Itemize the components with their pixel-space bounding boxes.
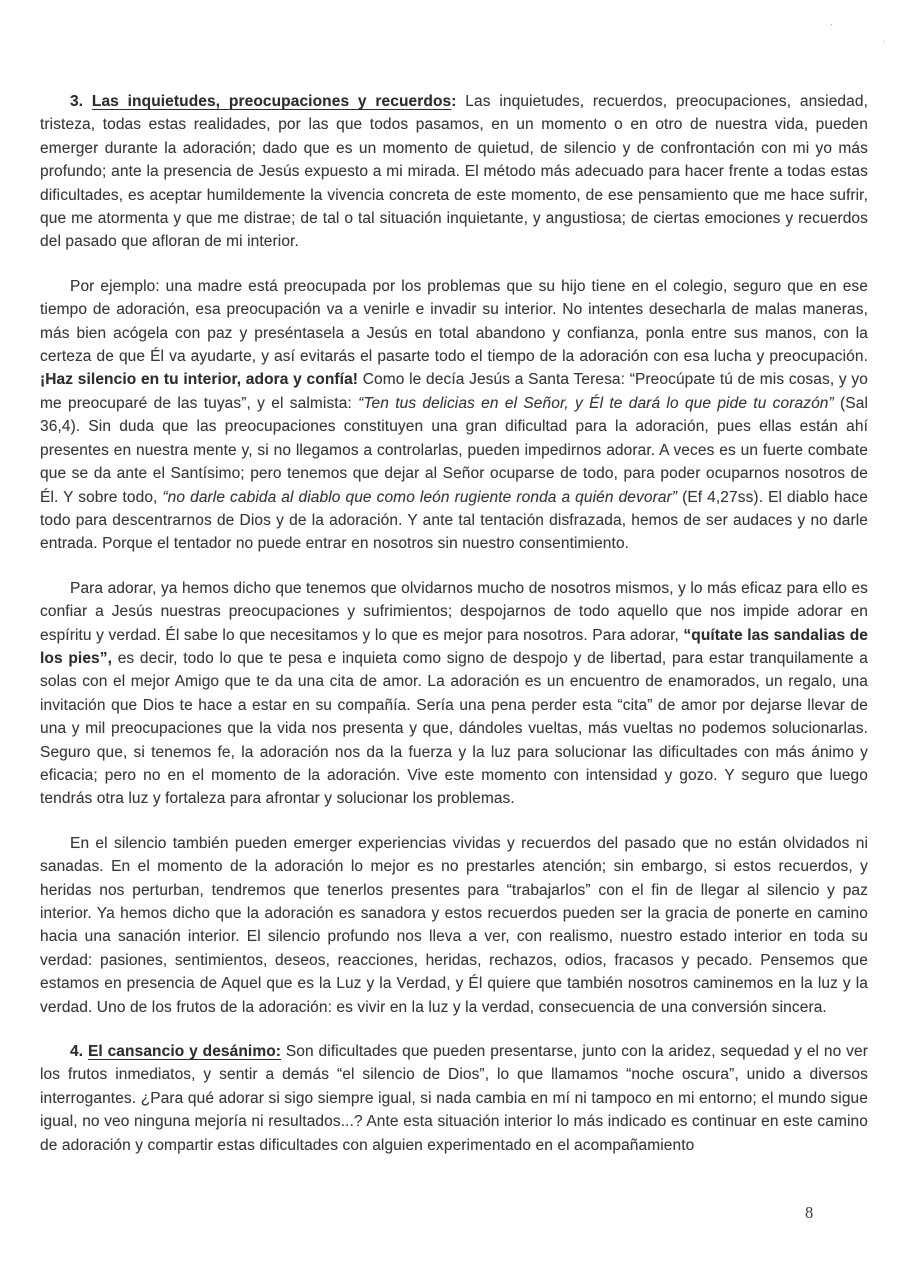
text-run: En el silencio también pueden emerger experiencias vividas y recuerdos del pasado que no están olvidados ni sanadas. En el momento de la adoración lo mejor es no prestarles atención; sin embargo, si estos recuerdos, y heridas nos perturban, tendremos que tenerlos presentes para “trabajarlos” con el fin de llegar al silencio y paz interior. Ya hemos dicho que la adoración es sanadora y estos recuerdos pueden ser la gracia de ponerte en camino hacia una sanación interior. El silencio profundo nos lleva a ver, con realismo, nuestro estado interior en toda su verdad: pasiones, sentimientos, deseos, reacciones, heridas, rechazos, odios, fracasos y pecado. Pensemos que estamos en presencia de Aquel que es la Luz y la Verdad, y Él quiere que también nosotros caminemos en la luz y la verdad. Uno de los frutos de la adoración: es vivir en la luz y la verdad, consecuencia de una conversión sincera. <box>40 834 868 1016</box>
paragraph <box>40 90 868 254</box>
scan-speck: ˏ <box>880 31 887 44</box>
text-run: Las inquietudes, preocupaciones y recuerdos <box>91 93 452 110</box>
paragraph <box>40 832 868 1019</box>
text-run: Son dificultades que pueden presentarse, junto con la aridez, sequedad y el no ver los frutos inmediatos, y sentir a demás “el silencio de Dios”, lo que llamamos “noche oscura”, unido a diversos interrogantes. ¿Para qué adorar si sigo siempre igual, si nada cambia en mí ni tampoco en mi entorno; el mundo sigue igual, no veo ninguna mejoría ni resultados...? Ante esta situación interior lo más indicado es continuar en este camino de adoración y compartir estas dificultades con alguien experimentado en el acompañamiento <box>40 1043 868 1154</box>
text-run: 4. <box>70 1043 88 1061</box>
scan-speck: ʼ <box>828 22 834 35</box>
document-body <box>40 90 868 1157</box>
text-run: “no darle cabida al diablo que como león rugiente ronda a quién devorar” <box>162 488 678 506</box>
paragraph <box>40 1040 868 1157</box>
text-run: (Sal 36,4). Sin duda que las preocupaciones constituyen una gran dificultad para la adoración, pues ellas están ahí presentes en nuestra mente y, si no llegamos a controlarlas, pueden impedirnos adorar. A veces es un fuerte combate que se da ante el Santísimo; pero tenemos que dejar al Señor ocuparse de todo, para poder ocuparnos nosotros de Él. Y sobre todo, <box>40 394 868 506</box>
paragraph <box>40 577 868 811</box>
text-run: Como le decía Jesús a Santa Teresa: “Preocúpate tú de mis cosas, y yo me preocuparé de las tuyas”, y el salmista: <box>40 371 868 412</box>
page-number: 8 <box>805 1203 814 1222</box>
text-run: 3. <box>70 93 92 110</box>
text-run: Por ejemplo: una madre está preocupada por los problemas que su hijo tiene en el colegio, seguro que en ese tiempo de adoración, esa preocupación va a venirle e invadir su interior. No intentes desecharla de malas maneras, más bien acógela con paz y preséntasela a Jesús en total abandono y confianza, ponla entre sus manos, con la certeza de que Él va ayudarte, y así evitarás el pasarte todo el tiempo de la adoración con esa lucha y preocupación. <box>40 277 868 366</box>
text-run: El cansancio y desánimo: <box>87 1043 282 1061</box>
text-run: Para adorar, ya hemos dicho que tenemos que olvidarnos mucho de nosotros mismos, y lo más eficaz para ello es confiar a Jesús nuestras preocupaciones y sufrimientos; despojarnos de todo aquello que nos impide adorar en espíritu y verdad. Él sabe lo que necesitamos y lo que es mejor para nosotros. Para adorar, <box>40 579 868 644</box>
text-run: : <box>451 93 466 110</box>
text-run: ¡Haz silencio en tu interior, adora y confía! <box>40 371 359 389</box>
text-run: “Ten tus delicias en el Señor, y Él te dará lo que pide tu corazón” <box>358 394 834 412</box>
text-run: es decir, todo lo que te pesa e inquieta como signo de despojo y de libertad, para estar tranquilamente a solas con el mejor Amigo que te da una cita de amor. La adoración es un encuentro de enamorados, un regalo, una invitación que Dios te hace a estar en su compañía. Sería una pena perder esta “cita” de amor por dejarse llevar de una y mil preocupaciones que la vida nos presenta y que, dándoles vueltas, más vueltas no podemos solucionarlas. Seguro que, si tenemos fe, la adoración nos da la fuerza y la luz para solucionar las dificultades con más ánimo y eficacia; pero no en el momento de la adoración. Vive este momento con intensidad y gozo. Y seguro que luego tendrás otra luz y fortaleza para afrontar y solucionar los problemas. <box>40 649 868 808</box>
paragraph <box>40 275 868 556</box>
text-run: Las inquietudes, recuerdos, preocupaciones, ansiedad, tristeza, todas estas realidades, por las que todos pasamos, en un momento o en otro de nuestra vida, pueden emerger durante la adoración; dado que es un momento de quietud, de silencio y de confrontación con mi yo más profundo; ante la presencia de Jesús expuesto a mi mirada. El método más adecuado para hacer frente a todas estas dificultades, es aceptar humildemente la vivencia concreta de este momento, de ese pensamiento que me hace sufrir, que me atormenta y que me distrae; de tal o tal situación inquietante, y angustiosa; de ciertas emociones y recuerdos del pasado que afloran de mi interior. <box>40 93 868 251</box>
text-run: (Ef 4,27ss). El diablo hace todo para descentrarnos de Dios y de la adoración. Y ante tal tentación disfrazada, hemos de ser audaces y no darle entrada. Porque el tentador no puede entrar en nosotros sin nuestro consentimiento. <box>40 488 868 553</box>
text-run: “quítate las sandalias de los pies”, <box>40 626 868 667</box>
